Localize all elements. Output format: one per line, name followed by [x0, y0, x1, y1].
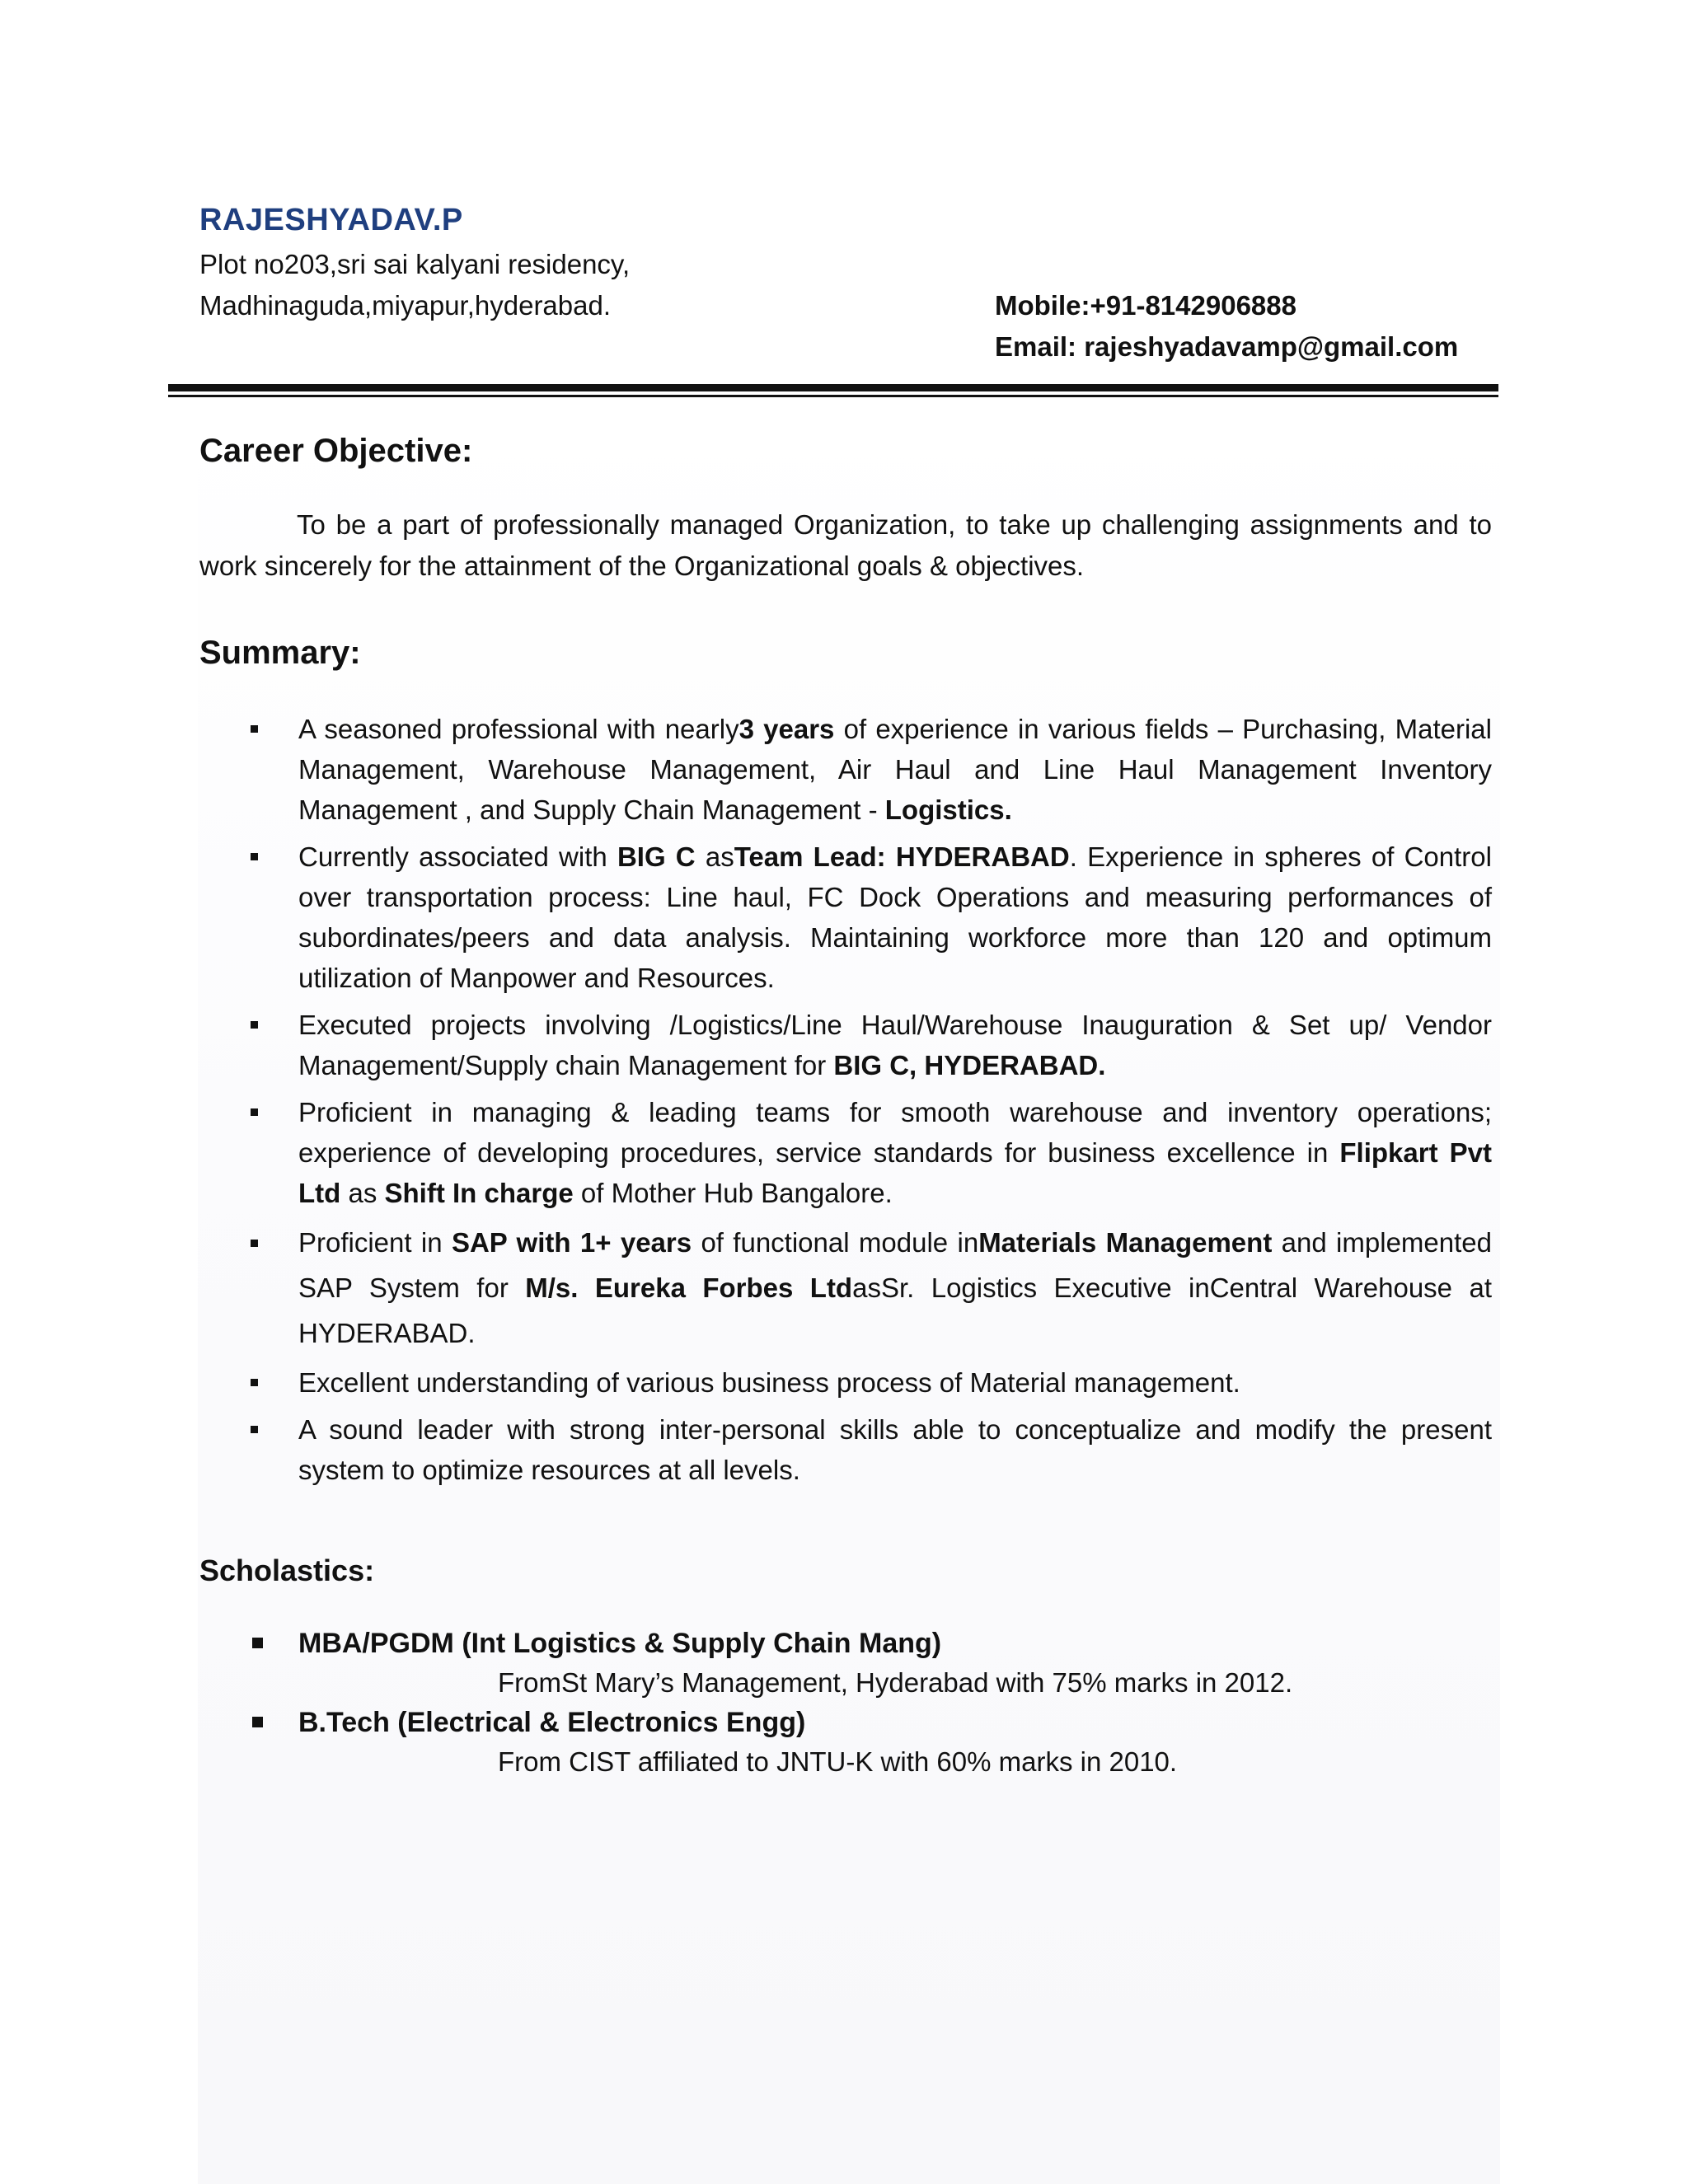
summary-bold-text: Shift In charge	[384, 1178, 574, 1208]
square-bullet-icon	[252, 1638, 263, 1648]
degree-title	[199, 1624, 1492, 1663]
degree-name: B.Tech (Electrical & Electronics Engg)	[298, 1707, 806, 1738]
summary-text: as	[695, 841, 734, 872]
summary-text: Currently associated with	[298, 841, 617, 872]
header-divider-thick	[168, 384, 1498, 391]
header-divider-thin	[168, 395, 1498, 397]
address-line-2: Madhinaguda,miyapur,hyderabad.	[199, 290, 612, 321]
summary-bold-text: Team Lead: HYDERABAD	[734, 841, 1070, 872]
summary-text: and implemented SAP System for	[298, 1227, 1492, 1303]
square-bullet-icon	[252, 1717, 263, 1727]
square-bullet-icon	[251, 1021, 258, 1029]
degree-detail: FromSt Mary’s Management, Hyderabad with 75% marks in 2012.	[498, 1667, 1293, 1698]
summary-text: of experience in various fields – Purchasing, Material Management, Warehouse Management, Air Haul and Line Haul Management Inventory Management , and Supply Chain Management -	[298, 714, 1492, 825]
summary-text: Proficient in	[298, 1227, 452, 1258]
summary-text: as	[340, 1178, 385, 1208]
summary-text: . Experience in spheres of Control over transportation process: Line haul, FC Dock Operations and measuring performances of subordinates/peers and data analysis. Maintaining workforce more than 120 and optimum utilization of Manpower and Resources.	[298, 841, 1492, 993]
mobile-number: Mobile:+91-8142906888	[995, 290, 1296, 321]
summary-item	[199, 1092, 1492, 1213]
degree-name: MBA/PGDM (Int Logistics & Supply Chain Mang)	[298, 1628, 942, 1659]
summary-bold-text: BIG C	[617, 841, 696, 872]
summary-text: of functional module in	[692, 1227, 979, 1258]
square-bullet-icon	[251, 725, 258, 733]
summary-item	[199, 1220, 1492, 1356]
square-bullet-icon	[251, 1108, 258, 1116]
summary-text: Proficient in managing & leading teams for smooth warehouse and inventory operations; experience of developing procedures, service standards for business excellence in	[298, 1097, 1492, 1168]
summary-text: A sound leader with strong inter-personal skills able to conceptualize and modify the present system to optimize resources at all levels.	[298, 1414, 1492, 1485]
summary-item	[199, 709, 1492, 830]
career-objective-body: To be a part of professionally managed Organization, to take up challenging assignments and to work sincerely for the attainment of the Organizational goals & objectives.	[199, 509, 1492, 581]
address-line-1: Plot no203,sri sai kalyani residency,	[199, 249, 631, 279]
summary-item	[199, 1409, 1492, 1490]
square-bullet-icon	[251, 1240, 258, 1247]
summary-item	[199, 1005, 1492, 1085]
career-objective-heading: Career Objective:	[199, 433, 473, 469]
summary-bold-text: SAP with 1+ years	[451, 1227, 692, 1258]
degree-title	[199, 1703, 1492, 1742]
summary-heading: Summary:	[199, 635, 361, 671]
summary-text: asSr. Logistics Executive inCentral Warehouse at HYDERABAD.	[298, 1272, 1492, 1348]
scholastics-heading: Scholastics:	[199, 1554, 375, 1587]
summary-text: Excellent understanding of various business process of Material management.	[298, 1367, 1240, 1398]
summary-bold-text: BIG C, HYDERABAD.	[833, 1050, 1106, 1080]
summary-text: of Mother Hub Bangalore.	[573, 1178, 893, 1208]
summary-list	[199, 709, 1492, 1497]
scholastics-list	[199, 1624, 1492, 1782]
summary-text: A seasoned professional with nearly	[298, 714, 739, 744]
email-address: Email: rajeshyadavamp@gmail.com	[995, 331, 1459, 362]
summary-item	[199, 837, 1492, 998]
summary-item	[199, 1362, 1492, 1403]
summary-bold-text: Flipkart Pvt Ltd	[298, 1137, 1492, 1208]
candidate-name: RAJESHYADAV.P	[199, 203, 463, 237]
summary-bold-text: Logistics.	[884, 794, 1012, 825]
square-bullet-icon	[251, 1426, 258, 1433]
square-bullet-icon	[251, 853, 258, 860]
summary-bold-text: 3 years	[738, 714, 835, 744]
summary-text: Executed projects involving /Logistics/Line Haul/Warehouse Inauguration & Set up/ Vendor Management/Supply chain Management for	[298, 1010, 1492, 1080]
degree-detail: From CIST affiliated to JNTU-K with 60% marks in 2010.	[498, 1746, 1178, 1777]
career-objective-text	[199, 504, 1492, 587]
summary-bold-text: Materials Management	[978, 1227, 1273, 1258]
square-bullet-icon	[251, 1379, 258, 1386]
summary-bold-text: M/s. Eureka Forbes Ltd	[525, 1272, 853, 1303]
